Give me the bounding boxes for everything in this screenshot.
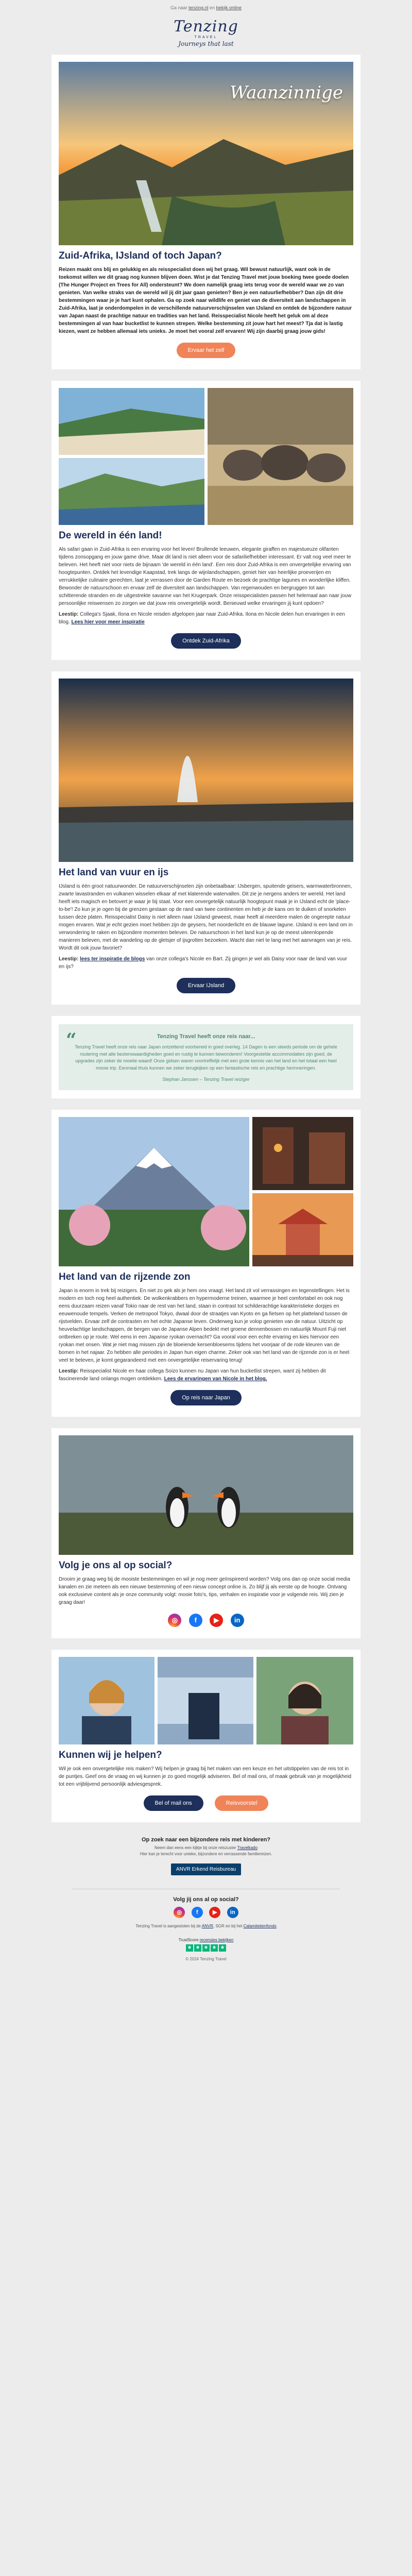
japan-tip-link[interactable]: Lees de ervaringen van Nicole in het blog. — [164, 1376, 267, 1382]
iceland-text: IJsland is één groot natuurwonder. De natuurverschijnselen zijn onbetaalbaar: IJsbergen, spuitende geisers, warmwaterbronnen, zwarte lavastranden en vulkanen wisselen elkaar af met klaterende watervallen. Dit zie je nergens anders ter wereld. Het land heeft iets magisch en betovert je waar je bij staat. Voor een onvergetelijk natuurlijk hoogtepunt maak je in IJsland echt de 'place-to-be'! Zo kun je je ogen bij de grenzen gestaan op de rand van twee continenten en heb je de kans om te duiken of snorkelen tussen deze platen. Reisspecialist Daisy is niet alleen naar IJsland geweest, maar heeft al meerdere malen de ongerepte natuur mogen ervaren. Wat je echt gezien moet hebben zijn de geysers, het noorderlicht en de blauwe lagune. IJsland is een land om in verwondering te raken en bijzondere momenten beleven. De natuurschoon in het land kun je op de meest uiteenlopende manieren beleven, met de wandeling op de gletsjer of ijsgrotten bezoeken. Wacht dan niet te lang met het aanvragen van je reis. Wordt dit ook jouw favoriet? — [59, 884, 353, 951]
za-coast-image[interactable] — [59, 388, 204, 455]
za-text: Als safari gaan in Zuid-Afrika is een ervaring voor het leven! Brullende leeuwen, elegante giraffen en majestueuze olifanten tijdens zonsopgang en jouw game drive. Maar dit land is niet alleen voor de safariliefhebber interessant. Er valt nog veel meer te beleven. Het heeft niet voor niets de bijnaam 'de wereld in één land'. Een reis door Zuid-Afrika is een onvergetelijke ervaring van hoogtepunten. Ontdek het levendige Kaapstad, trek langs de wijnlandschappen, geniet hier van heerlijke proeverijen en verrukkelijke culinaire gerechten, laat je verrassen door de Garden Route en bezoek de prachtige lagunes en wonderlijke kliffen. Bewonder de natuurschoon en ervaar zelf de diversiteit aan landschappen. Van regenwouden en bergruggen tot aan schitterende stranden en de uitgestrekte savanne van het Krugerpark. Onze reisspecialisten passen het helemaal aan naar jouw persoonlijke reiswensen zo zorgen we dat jouw reis onvergetelijk wordt. Benieuwd welke ervaringen jij kunt opdoen? — [59, 547, 352, 606]
email-wrapper — [52, 0, 360, 1972]
iceland-tip-link[interactable]: lees ter inspiratie de blogs — [80, 956, 145, 962]
copyright: © 2024 Tenzing Travel — [185, 1957, 227, 1961]
japan-temple-image[interactable] — [252, 1193, 353, 1266]
instagram-icon[interactable]: ◎ — [174, 1907, 185, 1918]
hero-overlay-text: Waanzinnige — [230, 82, 343, 103]
puffins-image[interactable] — [59, 1435, 353, 1555]
iceland-tip: Leestip: lees ter inspiratie de blogs van onze collega's Nicole en Bart. Zij gingen je wel als Daisy voor naar de land van vuur en ijs? — [59, 956, 347, 970]
help-title: Kunnen wij je helpen? — [59, 1750, 162, 1760]
testimonial-box — [59, 1024, 353, 1090]
star-icon: ★ — [202, 1944, 210, 1952]
za-tip-link[interactable]: Lees hier voor meer inspiratie — [71, 619, 145, 625]
brand-logo[interactable]: Tenzing TRAVEL Journeys that last — [174, 18, 238, 47]
japan-right-images — [252, 1117, 353, 1266]
discover-za-button[interactable]: Ontdek Zuid-Afrika — [171, 633, 241, 649]
za-left-images — [59, 388, 204, 525]
japan-tip: Leestip: Reisspecialist Nicole en haar collega Soizo kunnen nu Japan van hun bucketlist strepen, want zij hebben dit fascinerende land onlangs mogen ontdekken. Lees de ervaringen van Nicole in het blog. — [59, 1368, 326, 1382]
footer-text: Neem dan eens een kijkje bij onze reiszuster Travelkado Hier kan je terecht voor unieke, bijzondere en verrassende familiereizen. — [140, 1845, 272, 1856]
linkedin-icon[interactable]: in — [231, 1614, 244, 1627]
footer-title: Op zoek naar een bijzondere reis met kinderen? — [141, 1837, 271, 1843]
trustpilot-link[interactable]: recensies bekijken — [199, 1938, 234, 1942]
instagram-icon[interactable]: ◎ — [168, 1614, 181, 1627]
specialist-photo-2 — [158, 1657, 253, 1744]
facebook-icon[interactable]: f — [189, 1614, 202, 1627]
youtube-icon[interactable]: ▶ — [209, 1907, 220, 1918]
star-icon: ★ — [194, 1944, 201, 1952]
specialist-photo-1 — [59, 1657, 154, 1744]
trustpilot[interactable]: TrustScore recensies bekijken ★ ★ ★ ★ ★ — [52, 1938, 360, 1952]
japan-section — [52, 1110, 360, 1417]
contact-button[interactable]: Bel of mail ons — [144, 1795, 203, 1811]
za-elephants-image[interactable] — [208, 388, 353, 525]
fund-link[interactable]: Calamiteitenfonds — [243, 1924, 277, 1928]
specialist-photo-3 — [256, 1657, 353, 1744]
linkedin-icon[interactable]: in — [227, 1907, 238, 1918]
footer-note: Tenzing Travel is aangesloten bij de ANVR, SGR en bij het Calamiteitenfonds — [135, 1924, 277, 1928]
testimonial-author: Stephan Janssen – Tenzing Travel reiziger — [162, 1077, 250, 1082]
star-icon: ★ — [186, 1944, 193, 1952]
footer-social-icons — [52, 1907, 360, 1918]
anvr-logo[interactable]: ANVR Erkend Reisbureau — [171, 1863, 241, 1875]
testimonial-title: Tenzing Travel heeft onze reis naar... — [157, 1033, 255, 1040]
top-links: Ga naar tenzing.nl en bekijk online — [170, 5, 242, 10]
view-online-link[interactable]: bekijk online — [216, 5, 242, 10]
footer-follow-title: Volg jij ons al op social? — [173, 1896, 239, 1903]
star-icon: ★ — [211, 1944, 218, 1952]
social-text: Drooim je graag weg bij de mooiste bestemmingen en wil je nog meer geïnspireerd worden? Volg ons dan op onze social media kanalen en zie meteen als een nieuwe bestemming of een nieuw concept online is. Zo blijf jij als eerste op de hoogte. Ontvang ook exclusieve content als je onze community volgt: mooie foto's, tips, verhalen en inspiratie voor je volgende reis. Wij zien je graag daar! — [59, 1577, 350, 1605]
site-link[interactable]: tenzing.nl — [188, 5, 209, 10]
iceland-section — [52, 671, 360, 1005]
south-africa-section — [52, 381, 360, 660]
japan-street-image[interactable] — [252, 1117, 353, 1190]
japan-title: Het land van de rijzende zon — [59, 1272, 191, 1282]
experience-button[interactable]: Ervaar het zelf — [177, 343, 236, 358]
request-proposal-button[interactable]: Reisvoorstel — [215, 1795, 269, 1811]
testimonial-section — [52, 1016, 360, 1098]
facebook-icon[interactable]: f — [192, 1907, 203, 1918]
japan-fuji-image[interactable] — [59, 1117, 249, 1266]
quote-icon: “ — [66, 1029, 77, 1051]
intro-text: Reizen maakt ons blij en gelukkig en als reisspecialist doen wij het graag. Wil bewust natuurlijk, want ook in de toekomst willen we dit graag nog kunnen blijven doen. Wist je dat Tenzing Travel met jouw boeking twee goede doelen (The Hunger Project en Trees for All) ondersteunt? We doen namelijk graag iets terug voor de wereld waar we zo van genieten. Van welke straks van de wereld wil jij dit jaar gaan genieten? Ben je een natuurliefhebber? Dan zijn dit drie bestemmingen waar je je hart kunt ophalen. Ga op zoek naar wildlife en geniet van de diversiteit aan landschappen in Zuid-Afrika, laat je onderdompelen in de verschillende natuurverschijnselen van IJsland en ontdek de bijzondere natuur van Japan naast de prachtige natuur en tradities van het land. Reisspecialist Nicole heeft het geluk om al deze bestemmingen al van haar bucketlist te kunnen strepen. Welke bestemming zit jouw hart het meest? Tja dat is lastig kiezen, want ze hebben allemaal iets unieks. Je moet het vooral zelf ervaren! Wij zijn daarbij graag jouw gids! — [59, 267, 352, 334]
social-icons — [52, 1614, 360, 1627]
iceland-image[interactable] — [59, 679, 353, 862]
help-section — [52, 1650, 360, 1822]
travelkado-link[interactable]: Travelkado — [237, 1845, 258, 1850]
intro-title: Zuid-Afrika, IJsland of toch Japan? — [59, 250, 222, 261]
help-text: Wil je ook een onvergetelijke reis maken? Wij helpen je graag bij het maken van een keuze en het uitstippelen van de reis tot in de puntjes. Geef ons de vraag en wij kunnen je zo goed mogelijk adviseren. Bel of mail ons, of maak gebruik van je mogelijkheid tot een vrijblijvend persoonlijk adviesgesprek. — [59, 1766, 352, 1787]
footer — [52, 1834, 360, 1972]
testimonial-text: Tenzing Travel heeft onze reis naar Japan ontzettend voorbereid in goed overleg. 14 Dagen is een steeds periode om de gehele routering met alle bezienswaardigheden goed en rustig te kunnen bewonderen! Voorgestelde accommodaties zijn goed, de upgrades zijn zeker de moeite waard! Onze gidsen waren voortreffelijk met een grote kennis van het land en het totaal een heel mooie trip. Eenmaal thuis kunnen we zeker terugkijken op een fantastische reis en prachtige herinneringen. — [75, 1044, 337, 1071]
star-icon: ★ — [219, 1944, 226, 1952]
social-title: Volg je ons al op social? — [59, 1560, 173, 1571]
japan-text: Japan is enorm in trek bij reizigers. En niet zo gek als je hem ons vraagt. Het land zit vol verrassingen en tegenstellingen. Het is modern en toch nog heel authentiek. De wolkenkrabbers en hypermoderne treinen, waarmee je heel comfortabel en ook nog eens duurzaam reizen vanaf Tokio naar de rest van het land, staan in contrast tot schilderachtige karakteristieke dorpjes en eeuwenoude tempels. Verken de metropool Tokyo, dwaal door de straatjes van Kyoto en ga fietsen op het platteland tussen de rijstvelden. Ervaar zelf de contrasten en het echte Japanse leven. Onderweg kun je volop genieten van de natuur. Uitzicht op heuvelachtige landschappen, de bergen van de Japanse Alpen bedekt met groene dennenbossen en natuurlijk Mount Fuji niet ontbreken op je route. Wel eens in een Japanse ryokan overnacht? Ga vooral voor een echte ervaring en kies hiervoor een ryokan met onsen. Wat je niet mag missen zijn de bloeiende kersenbloesems tijdens het voorjaar of de rode kleuren van de bomen in het najaar. Zo hebben alle periodes in Japan hun eigen charme. Zeker ook van het land van de rijzende zon is er heel veel te beleven, je komt gegarandeerd met een onvergetelijke reiservaring terug! — [59, 1288, 350, 1363]
za-tip: Leestip: Collega's Sjaak, Ilona en Nicole reisden afgelopen jaar naar Zuid-Afrika. Ilona en Nicole delen hun ervaringen in een blog. Lees hier voor meer inspiratie — [59, 612, 345, 625]
za-landscape-image[interactable] — [59, 458, 204, 525]
social-section — [52, 1428, 360, 1638]
hero-image[interactable] — [59, 62, 353, 245]
travel-japan-button[interactable]: Op reis naar Japan — [170, 1390, 242, 1405]
youtube-icon[interactable]: ▶ — [210, 1614, 223, 1627]
anvr-link[interactable]: ANVR — [201, 1924, 213, 1928]
experience-iceland-button[interactable]: Ervaar IJsland — [177, 978, 235, 993]
intro-section — [52, 55, 360, 369]
trustpilot-stars — [52, 1944, 360, 1952]
za-title: De wereld in één land! — [59, 530, 162, 541]
iceland-title: Het land van vuur en ijs — [59, 867, 169, 878]
